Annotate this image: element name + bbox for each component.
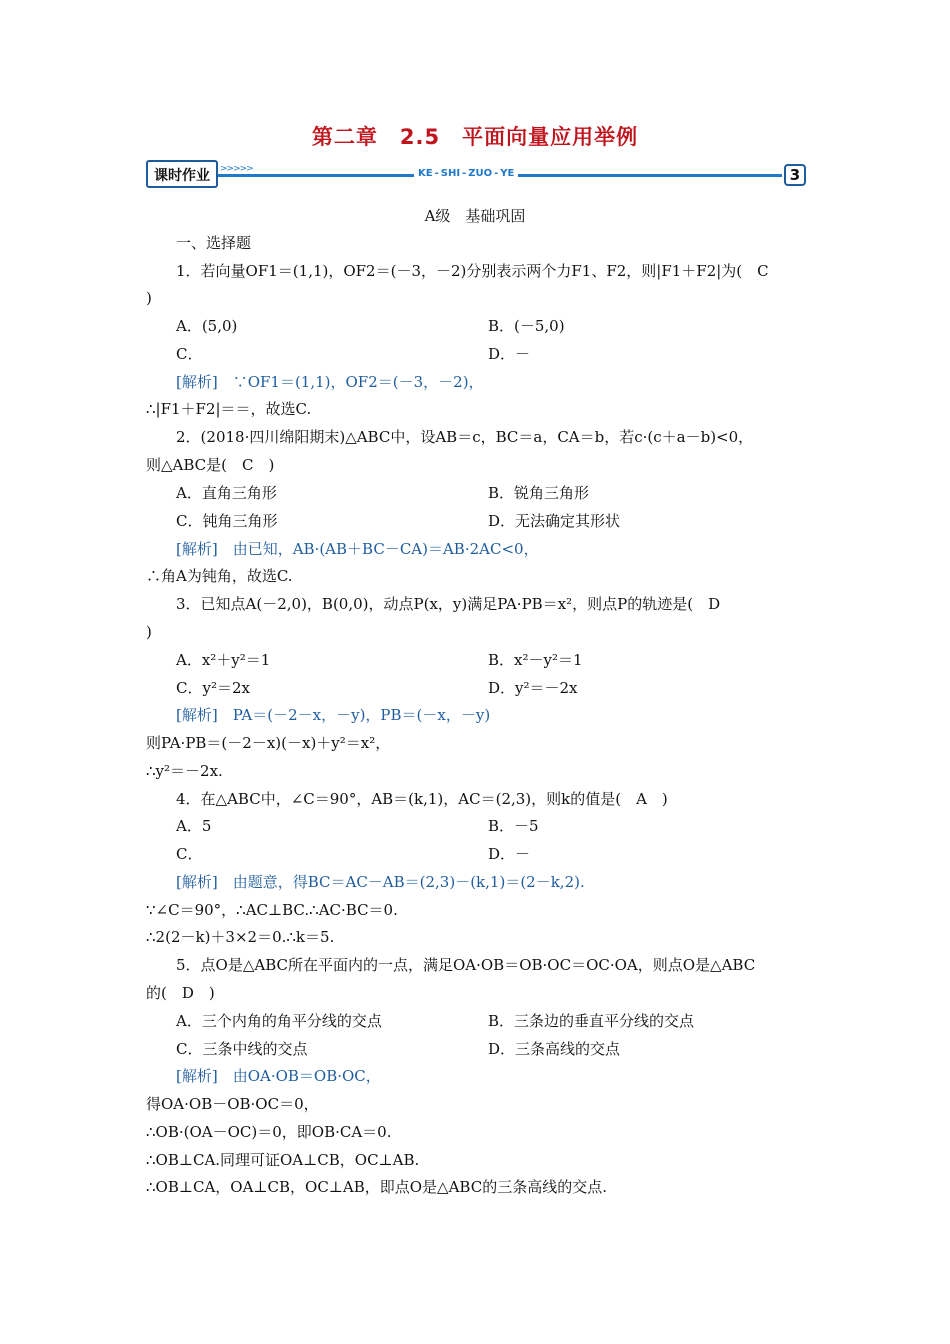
q1-solution-1: [解析] ∵OF1＝(1,1)，OF2＝(－3，－2)， bbox=[176, 373, 484, 391]
question-3: 3．已知点A(－2,0)，B(0,0)，动点P(x，y)满足PA·PB＝x²，则点P的轨迹是( D bbox=[176, 595, 721, 613]
q5-solution-3: ∴OB·(OA－OC)＝0，即OB·CA＝0. bbox=[146, 1123, 392, 1141]
question-3-cont: ) bbox=[146, 623, 152, 641]
q4-solution-1: [解析] 由题意，得BC＝AC－AB＝(2,3)－(k,1)＝(2－k,2). bbox=[176, 873, 585, 891]
homework-banner bbox=[146, 158, 806, 194]
homework-tag: 课时作业 bbox=[146, 160, 218, 188]
q5-option-d: D．三条高线的交点 bbox=[488, 1040, 621, 1058]
q3-option-b: B．x²－y²＝1 bbox=[488, 651, 583, 669]
question-5-cont: 的( D ) bbox=[146, 984, 215, 1002]
q1-option-b: B．(－5,0) bbox=[488, 317, 565, 335]
q4-option-d: D．－ bbox=[488, 845, 531, 863]
q5-solution-2: 得OA·OB－OB·OC＝0， bbox=[146, 1095, 319, 1113]
q3-solution-3: ∴y²＝－2x. bbox=[146, 762, 223, 780]
pinyin-ke: KE bbox=[418, 168, 433, 179]
q2-solution-1: [解析] 由已知，AB·(AB＋BC－CA)＝AB·2AC<0， bbox=[176, 540, 539, 558]
q5-option-b: B．三条边的垂直平分线的交点 bbox=[488, 1012, 695, 1030]
q3-option-d: D．y²＝－2x bbox=[488, 679, 578, 697]
q2-solution-2: ∴角A为钝角，故选C. bbox=[146, 567, 293, 585]
pinyin-ye: YE bbox=[500, 168, 515, 179]
q2-option-b: B．锐角三角形 bbox=[488, 484, 590, 502]
question-5: 5．点O是△ABC所在平面内的一点，满足OA·OB＝OB·OC＝OC·OA，则点O是△ABC bbox=[176, 956, 756, 974]
q5-option-c: C．三条中线的交点 bbox=[176, 1040, 308, 1058]
q5-solution-4: ∴OB⊥CA.同理可证OA⊥CB，OC⊥AB. bbox=[146, 1151, 420, 1169]
q4-solution-2: ∵∠C＝90°，∴AC⊥BC.∴AC·BC＝0. bbox=[146, 901, 398, 919]
q4-solution-3: ∴2(2－k)＋3×2＝0.∴k＝5. bbox=[146, 928, 335, 946]
question-4: 4．在△ABC中，∠C＝90°，AB＝(k,1)，AC＝(2,3)，则k的值是( A ) bbox=[176, 790, 668, 808]
q5-option-a: A．三个内角的角平分线的交点 bbox=[176, 1012, 382, 1030]
page-title: 第二章 2.5 平面向量应用举例 bbox=[311, 125, 639, 149]
section-heading: 一、选择题 bbox=[176, 234, 252, 252]
q4-option-c: C． bbox=[176, 845, 203, 863]
q3-option-c: C．y²＝2x bbox=[176, 679, 250, 697]
q3-solution-1: [解析] PA＝(－2－x，－y)，PB＝(－x，－y) bbox=[176, 706, 491, 724]
question-1: 1．若向量OF1＝(1,1)，OF2＝(－3，－2)分别表示两个力F1、F2，则|F1＋F2|为( C bbox=[176, 262, 769, 280]
q2-option-c: C．钝角三角形 bbox=[176, 512, 278, 530]
q3-solution-2: 则PA·PB＝(－2－x)(－x)＋y²＝x²， bbox=[146, 734, 391, 752]
question-2-cont: 则△ABC是( C ) bbox=[146, 456, 275, 474]
question-1-cont: ) bbox=[146, 289, 152, 307]
q4-option-b: B．－5 bbox=[488, 817, 539, 835]
pinyin-zuo: ZUO bbox=[468, 168, 493, 179]
arrow-decoration: >>>>> bbox=[220, 164, 253, 174]
q5-solution-1: [解析] 由OA·OB＝OB·OC， bbox=[176, 1067, 381, 1085]
q1-option-c: C． bbox=[176, 345, 203, 363]
lesson-number-badge: 3 bbox=[784, 164, 806, 186]
q5-solution-5: ∴OB⊥CA，OA⊥CB，OC⊥AB，即点O是△ABC的三条高线的交点. bbox=[146, 1178, 607, 1196]
q3-option-a: A．x²＋y²＝1 bbox=[176, 651, 271, 669]
q1-option-d: D．－ bbox=[488, 345, 531, 363]
q2-option-a: A．直角三角形 bbox=[176, 484, 277, 502]
q4-option-a: A．5 bbox=[176, 817, 212, 835]
q2-option-d: D．无法确定其形状 bbox=[488, 512, 621, 530]
level-heading: A级 基础巩固 bbox=[424, 207, 526, 225]
q1-option-a: A．(5,0) bbox=[176, 317, 238, 335]
question-2: 2．(2018·四川绵阳期末)△ABC中，设AB＝c，BC＝a，CA＝b，若c·(c＋a－b)<0， bbox=[176, 428, 754, 446]
pinyin-shi: SHI bbox=[440, 168, 461, 179]
q1-solution-2: ∴|F1＋F2|＝＝，故选C. bbox=[146, 400, 312, 418]
pinyin-label: KE - SHI - ZUO - YE bbox=[414, 168, 518, 179]
